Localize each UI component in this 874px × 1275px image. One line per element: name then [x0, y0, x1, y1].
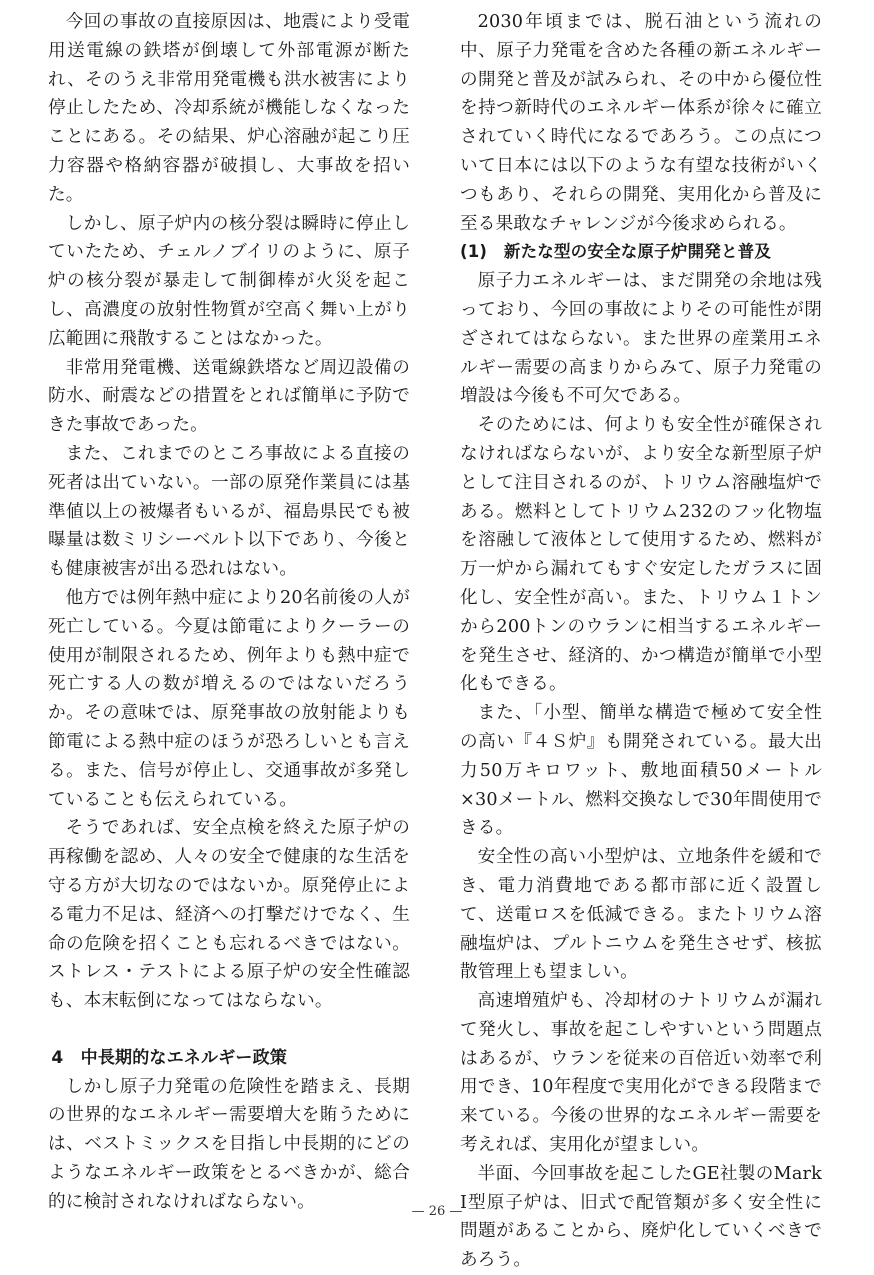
paragraph: 原子力エネルギーは、まだ開発の余地は残っており、今回の事故によりその可能性が閉ざされてはならない。また世界の産業用エネルギー需要の高まりからみて、原子力発電の増設は今後も不可欠である。 [460, 271, 822, 407]
paragraph: しかし原子力発電の危険性を踏まえ、長期の世界的なエネルギー需要増大を賄うためには、ベストミックスを目指し中長期的にどのようなエネルギー政策をとるべきかが、総合的に検討されなければならない。 [48, 1076, 410, 1212]
paragraph: 非常用発電機、送電線鉄塔など周辺設備の防水、耐震などの措置をとれば簡単に予防できた事故であった。 [48, 357, 410, 436]
right-column [460, 8, 822, 1275]
page-number: — 26 — [411, 1204, 463, 1219]
paragraph: そのためには、何よりも安全性が確保されなければならないが、より安全な新型原子炉として注目されるのが、トリウム溶融塩炉である。燃料としてトリウム232のフッ化物塩を溶融して液体として使用するため、燃料が万一炉から漏れてもすぐ安定したガラスに固化し、安全性が高い。また、トリウム１トンから200トンのウランに相当するエネルギーを発生させ、経済的、かつ構造が簡単で小型化もできる。 [460, 415, 822, 695]
subsection-heading: (1) 新たな型の安全な原子炉開発と普及 [460, 242, 772, 262]
section-heading: 4 中長期的なエネルギー政策 [51, 1047, 288, 1068]
paragraph: 2030年頃までは、脱石油という流れの中、原子力発電を含めた各種の新エネルギーの開発と普及が試みられ、その中から優位性を持つ新時代のエネルギー体系が徐々に確立されていく時代になるであろう。この点について日本には以下のような有望な技術がいくつもあり、それらの開発、実用化から普及に至る果敢なチャレンジが今後求められる。 [460, 12, 822, 234]
left-column [48, 8, 410, 1217]
paragraph: 高速増殖炉も、冷却材のナトリウムが漏れて発火し、事故を起こしやすいという問題点はあるが、ウランを従来の百倍近い効率で利用でき、10年程度で実用化ができる段階まで来ている。今後の世界的なエネルギー需要を考えれば、実用化が望ましい。 [460, 991, 822, 1156]
paragraph: 安全性の高い小型炉は、立地条件を緩和でき、電力消費地である都市部に近く設置して、送電ロスを低減できる。またトリウム溶融塩炉は、プルトニウムを発生させず、核拡散管理上も望ましい。 [460, 847, 822, 983]
paragraph: しかし、原子炉内の核分裂は瞬時に停止していたため、チェルノブイリのように、原子炉の核分裂が暴走して制御棒が火災を起こし、高濃度の放射性物質が空高く舞い上がり広範囲に飛散することはなかった。 [48, 213, 410, 349]
paragraph: また、これまでのところ事故による直接の死者は出ていない。一部の原発作業員には基準値以上の被爆者もいるが、福島県民でも被曝量は数ミリシーベルト以下であり、今後とも健康被害が出る恐れはない。 [48, 443, 410, 580]
paragraph: 他方では例年熱中症により20名前後の人が死亡している。今夏は節電によりクーラーの使用が制限されるため、例年よりも熱中症で死亡する人の数が増えるのではないだろうか。その意味では、原発事故の放射能よりも節電による熱中症のほうが恐ろしいとも言える。また、信号が停止し、交通事故が多発していることも伝えられている。 [48, 587, 410, 810]
paragraph: また、「小型、簡単な構造で極めて安全性の高い『４Ｓ炉』も開発されている。最大出力50万キロワット、敷地面積50メートル×30メートル、燃料交換なしで30年間使用できる。 [460, 703, 822, 839]
paragraph: 今回の事故の直接原因は、地震により受電用送電線の鉄塔が倒壊して外部電源が断たれ、そのうえ非常用発電機も洪水被害により停止したため、冷却系統が機能しなくなったことにある。その結果、炉心溶融が起こり圧力容器や格納容器が破損し、大事故を招いた。 [48, 12, 410, 205]
paragraph: そうであれば、安全点検を終えた原子炉の再稼働を認め、人々の安全で健康的な生活を守る方が大切なのではないか。原発停止による電力不足は、経済への打撃だけでなく、生命の危険を招くことも忘れるべきではない。ストレス・テストによる原子炉の安全性確認も、本末転倒になってはならない。 [48, 818, 410, 1012]
paragraph: 半面、今回事故を起こしたGE社製のMark I型原子炉は、旧式で配管類が多く安全性に問題があることから、廃炉化していくべきであろう。 [460, 1163, 822, 1271]
